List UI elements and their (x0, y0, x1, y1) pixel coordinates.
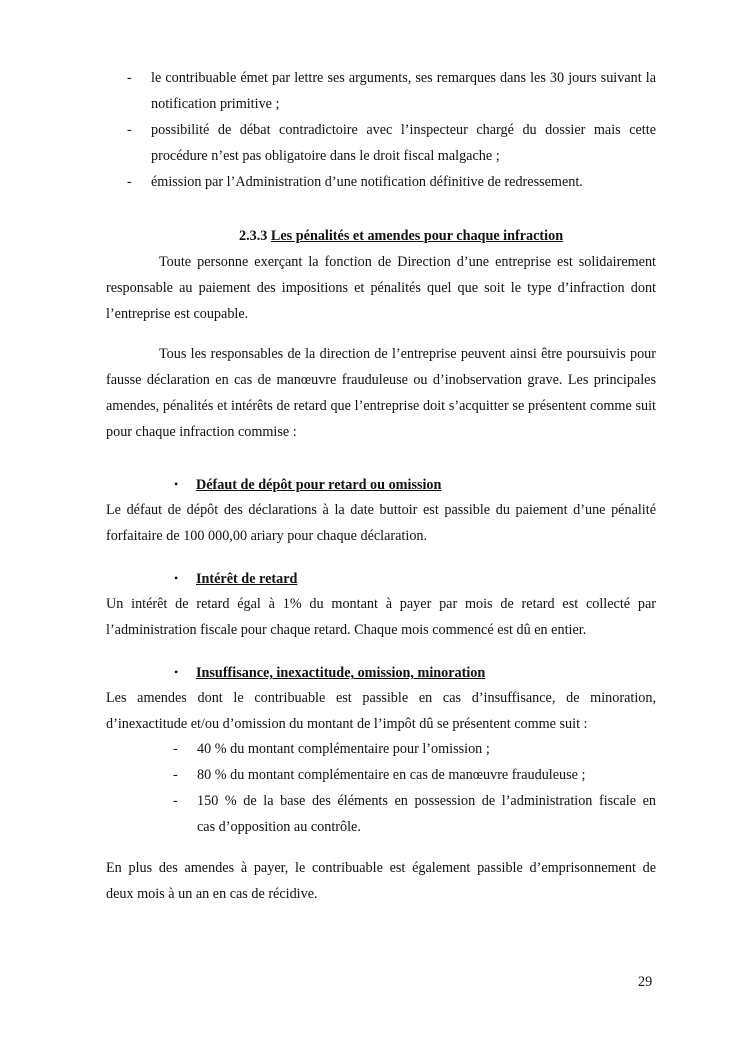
section-heading (239, 227, 563, 245)
bullet-icon: • (174, 477, 179, 491)
list-item: le contribuable émet par lettre ses arguments, ses remarques dans les 30 jours suivant la notification primitive ; (151, 70, 656, 112)
item-heading: Défaut de dépôt pour retard ou omission (196, 477, 442, 493)
section-number: 2.3.3 (239, 228, 268, 244)
bullet-icon: • (174, 571, 179, 585)
list-dash: - (173, 741, 178, 757)
paragraph: Un intérêt de retard égal à 1% du montant à payer par mois de retard est collecté par l’administration fiscale pour chaque retard. Chaque mois commencé est dû en entier. (106, 596, 656, 638)
list-item: 40 % du montant complémentaire pour l’omission ; (197, 741, 490, 757)
paragraph: Tous les responsables de la direction de l’entreprise peuvent ainsi être poursuivis pour fausse déclaration en cas de manœuvre frauduleuse ou d’inobservation grave. Les principales amendes, pénalités et intérêts de retard que l’entreprise doit s’acquitter se présentent comme suit pour chaque infraction commise : (106, 346, 656, 440)
item-heading: Insuffisance, inexactitude, omission, minoration (196, 665, 486, 681)
page-number: 29 (638, 974, 653, 990)
list-dash: - (173, 767, 178, 783)
list-dash: - (127, 70, 132, 86)
list-dash: - (127, 122, 132, 138)
paragraph: Le défaut de dépôt des déclarations à la date buttoir est passible du paiement d’une pénalité forfaitaire de 100 000,00 ariary pour chaque déclaration. (106, 502, 656, 544)
paragraph: En plus des amendes à payer, le contribuable est également passible d’emprisonnement de deux mois à un an en cas de récidive. (106, 860, 656, 902)
list-item: 80 % du montant complémentaire en cas de manœuvre frauduleuse ; (197, 767, 586, 783)
bullet-icon: • (174, 665, 179, 679)
paragraph: Les amendes dont le contribuable est passible en cas d’insuffisance, de minoration, d’inexactitude et/ou d’omission du montant de l’impôt dû se présentent comme suit : (106, 690, 656, 732)
paragraph: Toute personne exerçant la fonction de Direction d’une entreprise est solidairement responsable au paiement des impositions et pénalités quel que soit le type d’infraction dont l’entreprise est coupable. (106, 254, 656, 322)
list-dash: - (127, 174, 132, 190)
list-dash: - (173, 793, 178, 809)
item-heading: Intérêt de retard (196, 571, 298, 587)
section-title: Les pénalités et amendes pour chaque infraction (270, 228, 564, 244)
list-item: possibilité de débat contradictoire avec l’inspecteur chargé du dossier mais cette procédure n’est pas obligatoire dans le droit fiscal malgache ; (151, 122, 656, 164)
list-item: 150 % de la base des éléments en possession de l’administration fiscale en cas d’opposition au contrôle. (197, 793, 656, 835)
list-item: émission par l’Administration d’une notification définitive de redressement. (151, 174, 583, 190)
